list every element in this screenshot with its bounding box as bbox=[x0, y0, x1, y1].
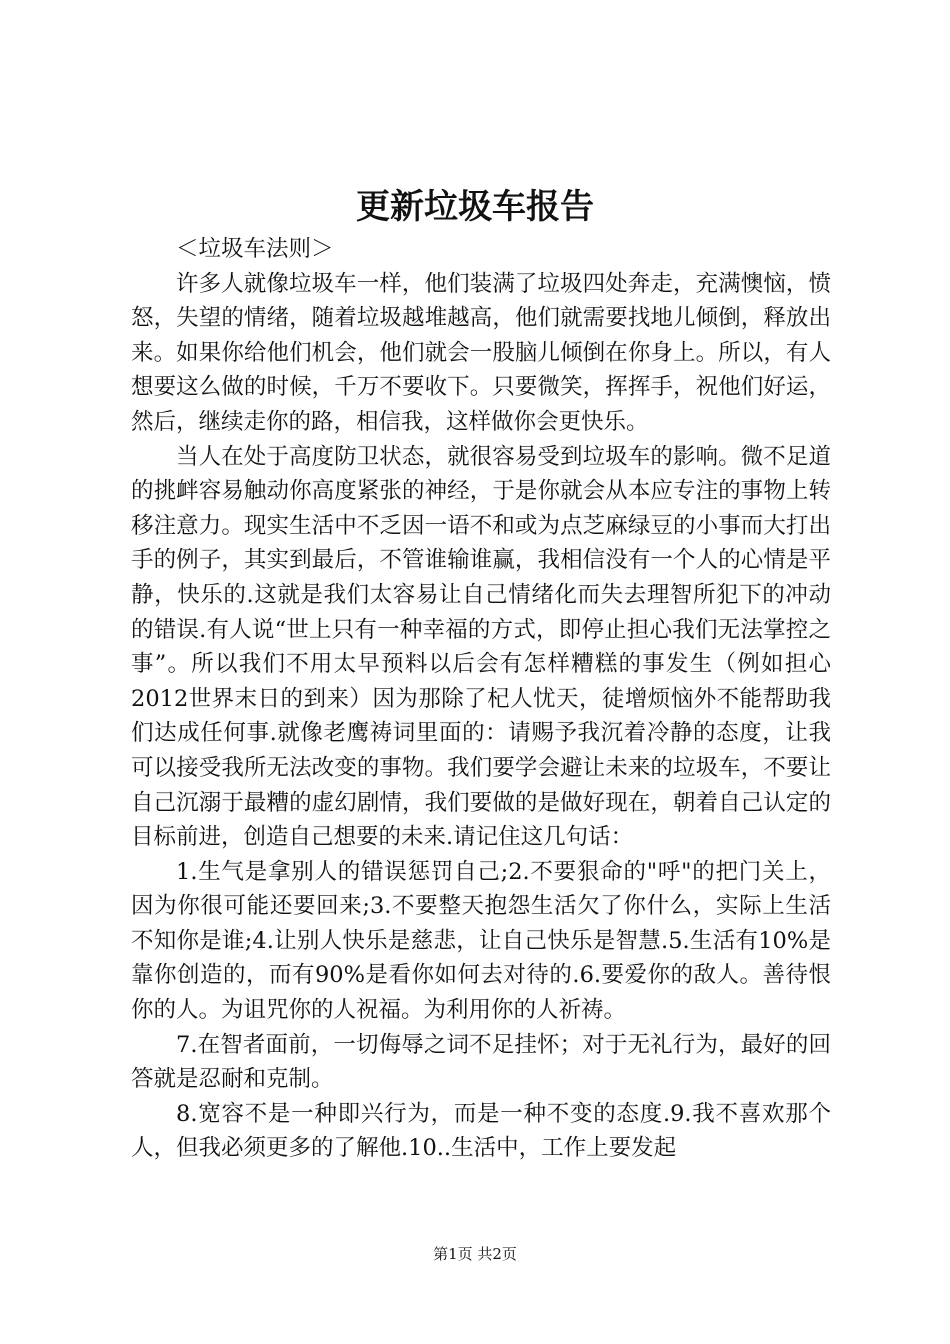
paragraph-4: 7.在智者面前，一切侮辱之词不足挂怀；对于无礼行为，最好的回答就是忍耐和克制。 bbox=[131, 1031, 831, 1093]
page-footer: 第1页 共2页 bbox=[433, 1245, 517, 1263]
paragraph-5: 8.宽容不是一种即兴行为，而是一种不变的态度.9.我不喜欢那个人，但我必须更多的了解他.10..生活中，工作上要发起 bbox=[131, 1100, 831, 1162]
paragraph-1: 许多人就像垃圾车一样，他们装满了垃圾四处奔走，充满懊恼，愤怒，失望的情绪，随着垃圾越堆越高，他们就需要找地儿倾倒，释放出来。如果你给他们机会，他们就会一股脑儿倾倒在你身上。所以，有人想要这么做的时候，千万不要收下。只要微笑，挥挥手，祝他们好运，然后，继续走你的路，相信我，这样做你会更快乐。 bbox=[131, 270, 831, 435]
section-heading: ＜垃圾车法则＞ bbox=[176, 236, 334, 262]
document-body bbox=[131, 232, 831, 1166]
document-title: 更新垃圾车报告 bbox=[356, 187, 594, 227]
paragraph-2: 当人在处于高度防卫状态，就很容易受到垃圾车的影响。微不足道的挑衅容易触动你高度紧张的神经，于是你就会从本应专注的事物上转移注意力。现实生活中不乏因一语不和或为点芝麻绿豆的小事而大打出手的例子，其实到最后，不管谁输谁赢，我相信没有一个人的心情是平静，快乐的.这就是我们太容易让自己情绪化而失去理智所犯下的冲动的错误.有人说“世上只有一种幸福的方式，即停止担心我们无法掌控之事”。所以我们不用太早预料以后会有怎样糟糕的事发生（例如担心2012世界末日的到来）因为那除了杞人忧天，徒增烦恼外不能帮助我们达成任何事.就像老鹰祷词里面的：请赐予我沉着冷静的态度，让我可以接受我所无法改变的事物。我们要学会避让未来的垃圾车，不要让自己沉溺于最糟的虚幻剧情，我们要做的是做好现在，朝着自己认定的目标前进，创造自己想要的未来.请记住这几句话： bbox=[131, 443, 831, 851]
paragraph-3: 1.生气是拿别人的错误惩罚自己;2.不要狠命的"呼"的把门关上，因为你很可能还要回来;3.不要整天抱怨生活欠了你什么，实际上生活不知你是谁;4.让别人快乐是慈悲，让自己快乐是智慧.5.生活有10%是靠你创造的，而有90%是看你如何去对待的.6.要爱你的敌人。善待恨你的人。为诅咒你的人祝福。为利用你的人祈祷。 bbox=[131, 858, 831, 1024]
